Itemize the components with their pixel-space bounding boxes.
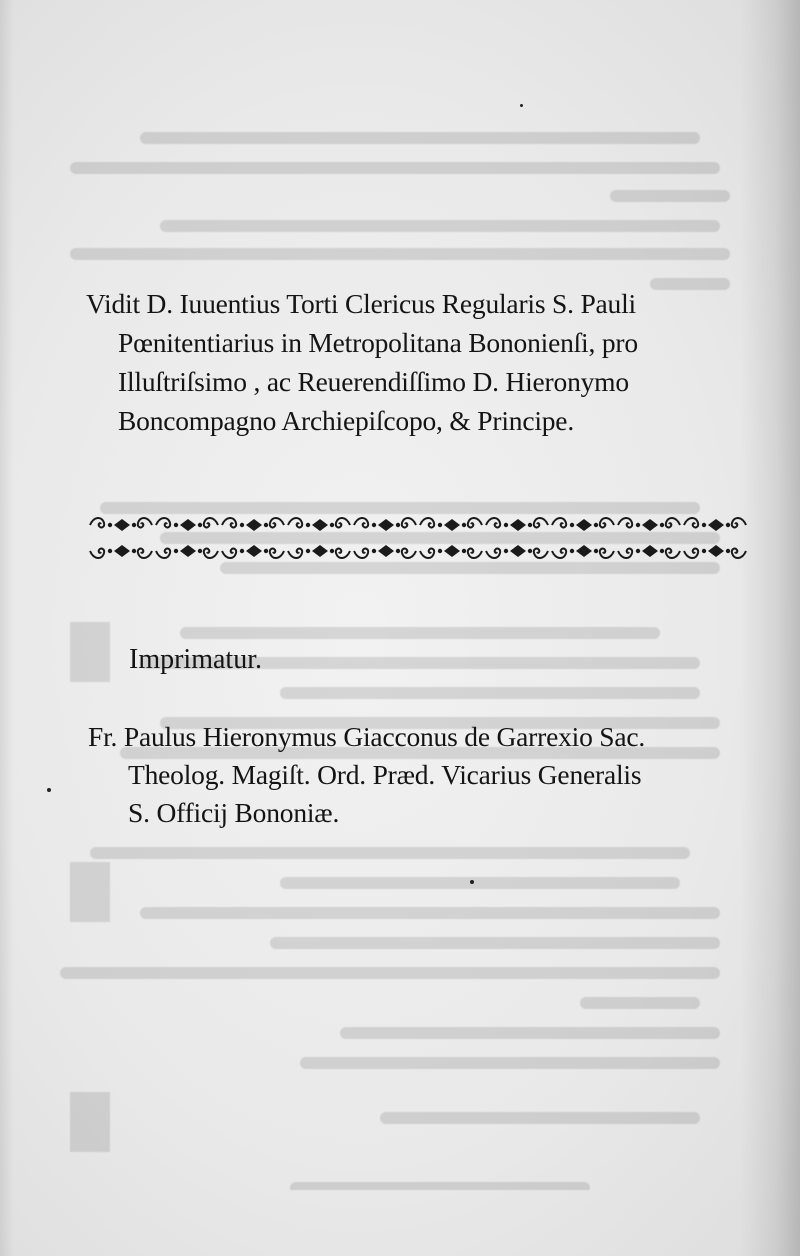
ink-speck: [520, 104, 523, 107]
ink-speck: [470, 880, 474, 884]
signature-line-3: S. Officij Bononiæ.: [128, 797, 340, 828]
imprimatur-heading: Imprimatur.: [129, 644, 262, 675]
bleed-through-lines: [40, 82, 760, 1190]
approval-line-1: Vidit D. Iuuentius Torti Clericus Regularis S. Pauli: [86, 288, 636, 319]
approval-line-3: Illuſtriſsimo , ac Reuerendiſſimo D. Hieronymo: [118, 366, 629, 397]
ink-speck: [47, 788, 51, 792]
ornament-band-top: [88, 514, 756, 536]
approval-line-2: Pœnitentiarius in Metropolitana Bononienſi, pro: [118, 327, 638, 358]
signature-line-2: Theolog. Magiſt. Ord. Præd. Vicarius Generalis: [128, 759, 642, 790]
bleed-through-texture: [40, 60, 780, 1190]
signature-line-1: Fr. Paulus Hieronymus Giacconus de Garrexio Sac.: [88, 721, 646, 752]
ornament-band-bottom: [88, 540, 756, 562]
page-left-edge-shadow: [0, 0, 14, 1256]
approval-paragraph: [86, 284, 776, 440]
approval-line-4: Boncompagno Archiepiſcopo, & Principe.: [118, 405, 574, 436]
signature-block: [88, 718, 778, 832]
